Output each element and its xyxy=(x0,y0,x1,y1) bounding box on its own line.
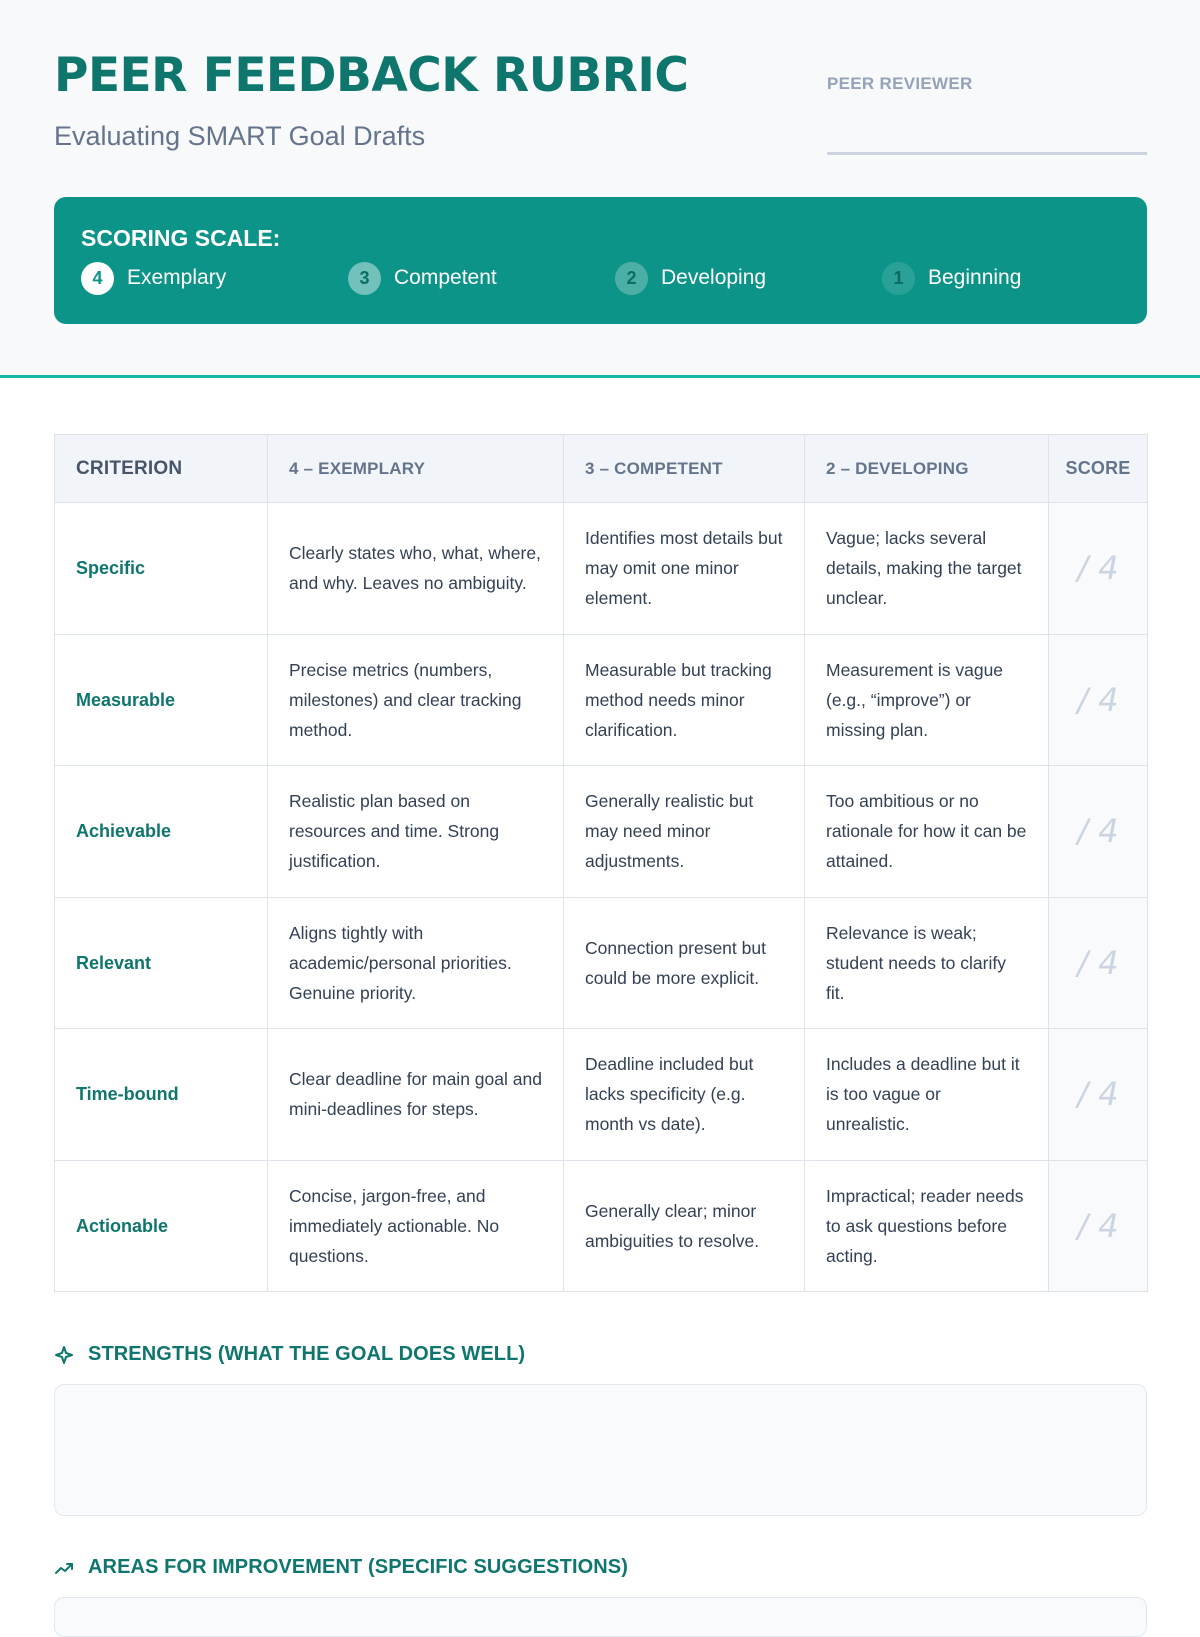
developing-description: Measurement is vague (e.g., “improve”) or missing plan. xyxy=(805,634,1049,766)
header-band xyxy=(0,0,1200,378)
improvement-textarea[interactable] xyxy=(54,1597,1147,1637)
competent-description: Identifies most details but may omit one minor element. xyxy=(564,503,805,635)
exemplary-description: Clear deadline for main goal and mini-deadlines for steps. xyxy=(268,1029,564,1161)
table-row xyxy=(55,1160,1148,1292)
scoring-scale-panel xyxy=(54,197,1147,324)
criterion-name: Specific xyxy=(55,503,268,635)
page-subtitle: Evaluating SMART Goal Drafts xyxy=(54,121,426,151)
score-input[interactable]: / 4 xyxy=(1049,897,1148,1029)
scale-level-beginning xyxy=(882,261,1021,295)
improvement-title: AREAS FOR IMPROVEMENT (SPECIFIC SUGGESTIONS) xyxy=(88,1556,628,1578)
developing-description: Includes a deadline but it is too vague or unrealistic. xyxy=(805,1029,1049,1161)
peer-reviewer-label: PEER REVIEWER xyxy=(827,74,973,93)
criterion-name: Measurable xyxy=(55,634,268,766)
column-header-competent: 3 – COMPETENT xyxy=(564,435,805,503)
score-input[interactable]: / 4 xyxy=(1049,1160,1148,1292)
competent-description: Connection present but could be more explicit. xyxy=(564,897,805,1029)
column-header-exemplary: 4 – EXEMPLARY xyxy=(268,435,564,503)
scale-badge: 3 xyxy=(348,262,381,295)
score-input[interactable]: / 4 xyxy=(1049,503,1148,635)
scale-label: Exemplary xyxy=(127,266,227,289)
rubric-table xyxy=(54,434,1148,1292)
developing-description: Relevance is weak; student needs to clarify fit. xyxy=(805,897,1049,1029)
trend-up-icon xyxy=(54,1558,74,1578)
improvement-heading xyxy=(54,1556,628,1579)
scale-badge: 2 xyxy=(615,262,648,295)
peer-reviewer-field[interactable] xyxy=(827,152,1147,155)
table-row xyxy=(55,634,1148,766)
strengths-title: STRENGTHS (WHAT THE GOAL DOES WELL) xyxy=(88,1343,526,1365)
exemplary-description: Concise, jargon-free, and immediately actionable. No questions. xyxy=(268,1160,564,1292)
score-input[interactable]: / 4 xyxy=(1049,1029,1148,1161)
scoring-scale-heading: SCORING SCALE: xyxy=(81,225,281,251)
scale-label: Developing xyxy=(661,266,767,289)
table-row xyxy=(55,897,1148,1029)
page-title: PEER FEEDBACK RUBRIC xyxy=(54,48,689,103)
competent-description: Generally clear; minor ambiguities to resolve. xyxy=(564,1160,805,1292)
scale-level-exemplary xyxy=(81,261,226,295)
column-header-criterion: CRITERION xyxy=(55,435,268,503)
criterion-name: Achievable xyxy=(55,766,268,898)
developing-description: Vague; lacks several details, making the target unclear. xyxy=(805,503,1049,635)
column-header-developing: 2 – DEVELOPING xyxy=(805,435,1049,503)
criterion-name: Actionable xyxy=(55,1160,268,1292)
criterion-name: Relevant xyxy=(55,897,268,1029)
column-header-score: SCORE xyxy=(1049,435,1148,503)
developing-description: Too ambitious or no rationale for how it can be attained. xyxy=(805,766,1049,898)
exemplary-description: Precise metrics (numbers, milestones) and clear tracking method. xyxy=(268,634,564,766)
scale-label: Competent xyxy=(394,266,497,289)
strengths-heading xyxy=(54,1343,525,1366)
criterion-name: Time-bound xyxy=(55,1029,268,1161)
sparkle-icon xyxy=(54,1345,74,1365)
scale-level-competent xyxy=(348,261,497,295)
exemplary-description: Realistic plan based on resources and time. Strong justification. xyxy=(268,766,564,898)
scale-badge: 1 xyxy=(882,262,915,295)
table-row xyxy=(55,503,1148,635)
exemplary-description: Aligns tightly with academic/personal priorities. Genuine priority. xyxy=(268,897,564,1029)
competent-description: Generally realistic but may need minor adjustments. xyxy=(564,766,805,898)
strengths-textarea[interactable] xyxy=(54,1384,1147,1516)
competent-description: Deadline included but lacks specificity (e.g. month vs date). xyxy=(564,1029,805,1161)
scale-badge: 4 xyxy=(81,262,114,295)
exemplary-description: Clearly states who, what, where, and why. Leaves no ambiguity. xyxy=(268,503,564,635)
competent-description: Measurable but tracking method needs minor clarification. xyxy=(564,634,805,766)
table-row xyxy=(55,766,1148,898)
developing-description: Impractical; reader needs to ask questions before acting. xyxy=(805,1160,1049,1292)
score-input[interactable]: / 4 xyxy=(1049,634,1148,766)
scale-label: Beginning xyxy=(928,266,1022,289)
scale-level-developing xyxy=(615,261,766,295)
table-row xyxy=(55,1029,1148,1161)
score-input[interactable]: / 4 xyxy=(1049,766,1148,898)
table-header-row xyxy=(55,435,1148,503)
